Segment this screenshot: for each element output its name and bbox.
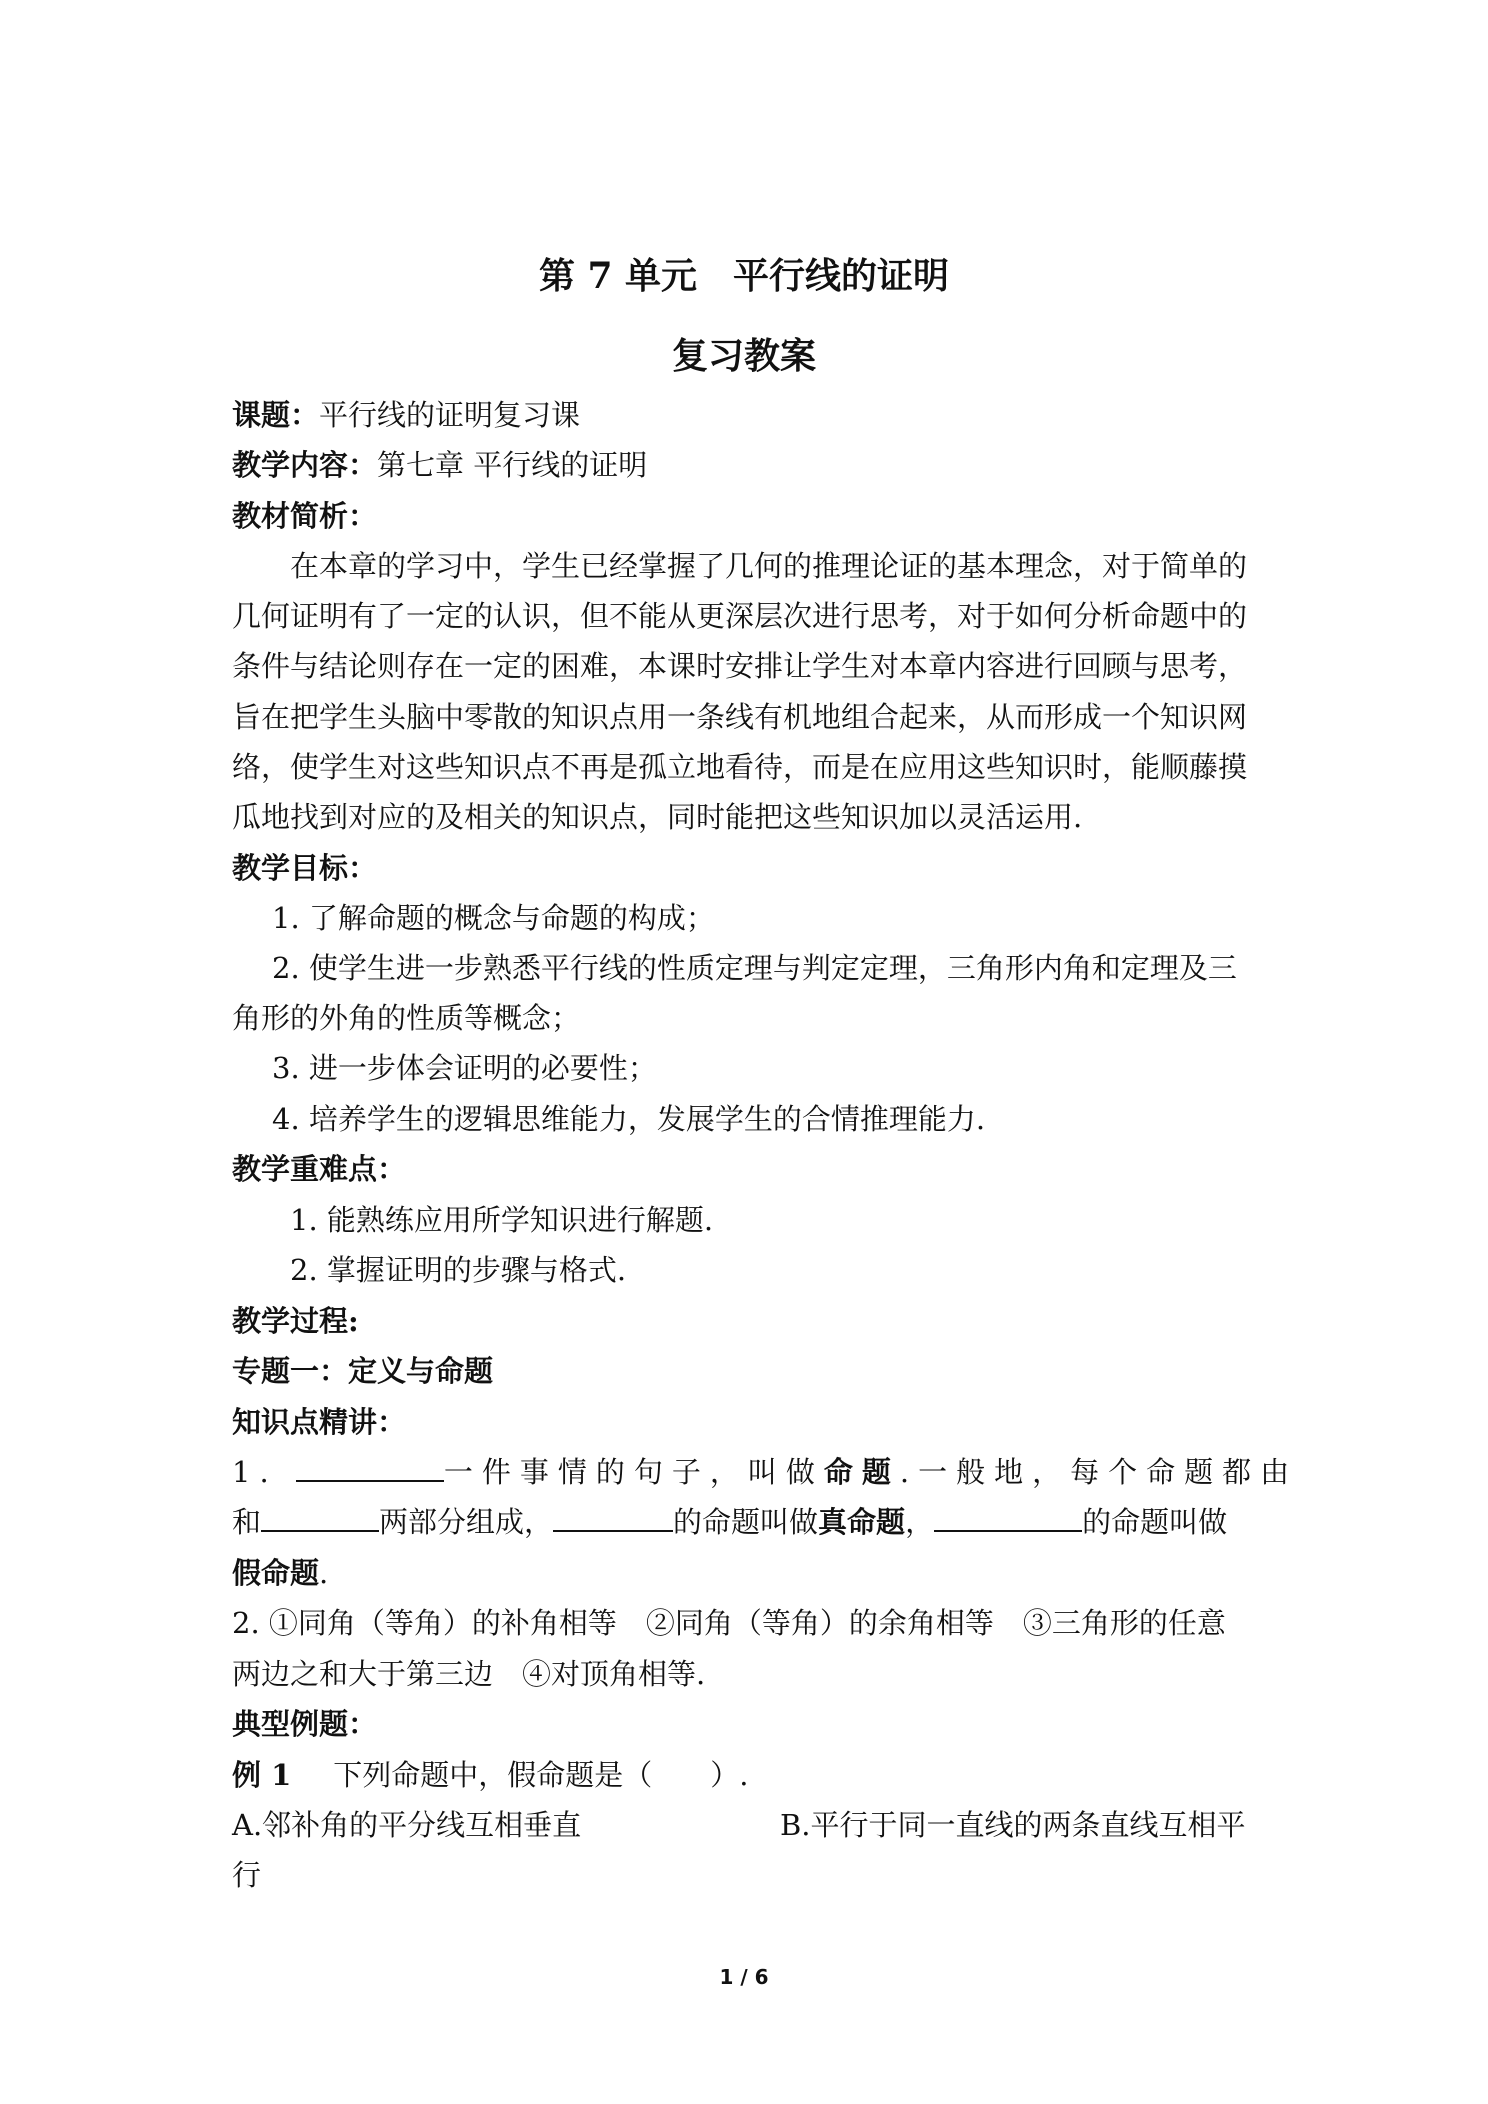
topic1-heading: 专题一：定义与命题	[232, 1354, 494, 1388]
knowledge-text: ，	[905, 1505, 935, 1539]
examples-heading: 典型例题：	[232, 1707, 378, 1741]
analysis-line: 瓜地找到对应的及相关的知识点，同时能把这些知识加以灵活运用.	[232, 800, 1083, 834]
knowledge-heading: 知识点精讲：	[232, 1405, 407, 1439]
fill-blank	[296, 1452, 444, 1482]
knowledge-text: .一般地，每个命题都由	[899, 1455, 1299, 1489]
knowledge-item-1-cont	[232, 1502, 1272, 1542]
analysis-line: 在本章的学习中，学生已经掌握了几何的推理论证的基本理念，对于简单的	[290, 549, 1248, 583]
analysis-line: 条件与结论则存在一定的困难，本课时安排让学生对本章内容进行回顾与思考，	[232, 649, 1248, 683]
document-subtitle: 复习教案	[671, 335, 816, 377]
content-label: 教学内容：	[232, 448, 378, 482]
content-row	[232, 445, 1272, 485]
content-value: 第七章 平行线的证明	[377, 448, 648, 482]
knowledge-text: 一件事情的句子，叫做	[443, 1455, 824, 1489]
knowledge-item-1	[232, 1452, 1299, 1492]
key-points-heading: 教学重难点：	[232, 1152, 407, 1186]
fill-blank	[553, 1502, 673, 1532]
goal-item-continued: 角形的外角的性质等概念；	[232, 1001, 581, 1035]
knowledge-text: 两部分组成，	[379, 1505, 554, 1539]
knowledge-term: 真命题	[818, 1505, 906, 1539]
key-point-item: 2. 掌握证明的步骤与格式.	[290, 1253, 627, 1287]
example-1	[232, 1755, 1272, 1795]
analysis-heading: 教材简析：	[232, 499, 378, 533]
option-b-continued: 行	[232, 1858, 262, 1892]
topic-row	[232, 395, 1272, 435]
goals-heading: 教学目标：	[232, 851, 378, 885]
knowledge-item-1-end	[232, 1553, 1272, 1593]
fill-blank	[261, 1502, 379, 1532]
item-number: 1.	[232, 1455, 278, 1489]
knowledge-item-2-cont: 两边之和大于第三边 ④对顶角相等.	[232, 1657, 706, 1691]
knowledge-text: 的命题叫做	[673, 1505, 819, 1539]
knowledge-text: 和	[232, 1505, 262, 1539]
goal-item: 2. 使学生进一步熟悉平行线的性质定理与判定定理，三角形内角和定理及三	[272, 951, 1237, 985]
analysis-line: 络，使学生对这些知识点不再是孤立地看待，而是在应用这些知识时，能顺藤摸	[232, 750, 1248, 784]
process-heading: 教学过程:	[232, 1304, 359, 1338]
fill-blank	[934, 1502, 1082, 1532]
topic-value: 平行线的证明复习课	[319, 398, 581, 432]
key-point-item: 1. 能熟练应用所学知识进行解题.	[290, 1203, 714, 1237]
example-label: 例 1	[232, 1758, 292, 1792]
knowledge-item-2: 2. ①同角（等角）的补角相等 ②同角（等角）的余角相等 ③三角形的任意	[232, 1606, 1226, 1640]
page-number: 1 / 6	[719, 1965, 769, 1989]
analysis-line: 几何证明有了一定的认识，但不能从更深层次进行思考，对于如何分析命题中的	[232, 599, 1248, 633]
goal-item: 4. 培养学生的逻辑思维能力，发展学生的合情推理能力.	[272, 1102, 986, 1136]
knowledge-term: 假命题	[232, 1556, 320, 1590]
topic-label: 课题：	[232, 398, 320, 432]
analysis-line: 旨在把学生头脑中零散的知识点用一条线有机地组合起来，从而形成一个知识网	[232, 700, 1248, 734]
goal-item: 3. 进一步体会证明的必要性；	[272, 1051, 657, 1085]
knowledge-term: 命题	[823, 1455, 900, 1489]
example-text: 下列命题中，假命题是（ ）.	[333, 1758, 749, 1792]
goal-item: 1. 了解命题的概念与命题的构成；	[272, 901, 715, 935]
knowledge-text: 的命题叫做	[1082, 1505, 1228, 1539]
knowledge-text: .	[319, 1556, 329, 1590]
option-a: A.邻补角的平分线互相垂直	[232, 1808, 582, 1842]
option-b: B.平行于同一直线的两条直线互相平	[780, 1808, 1246, 1842]
document-title: 第 7 单元 平行线的证明	[538, 255, 950, 297]
